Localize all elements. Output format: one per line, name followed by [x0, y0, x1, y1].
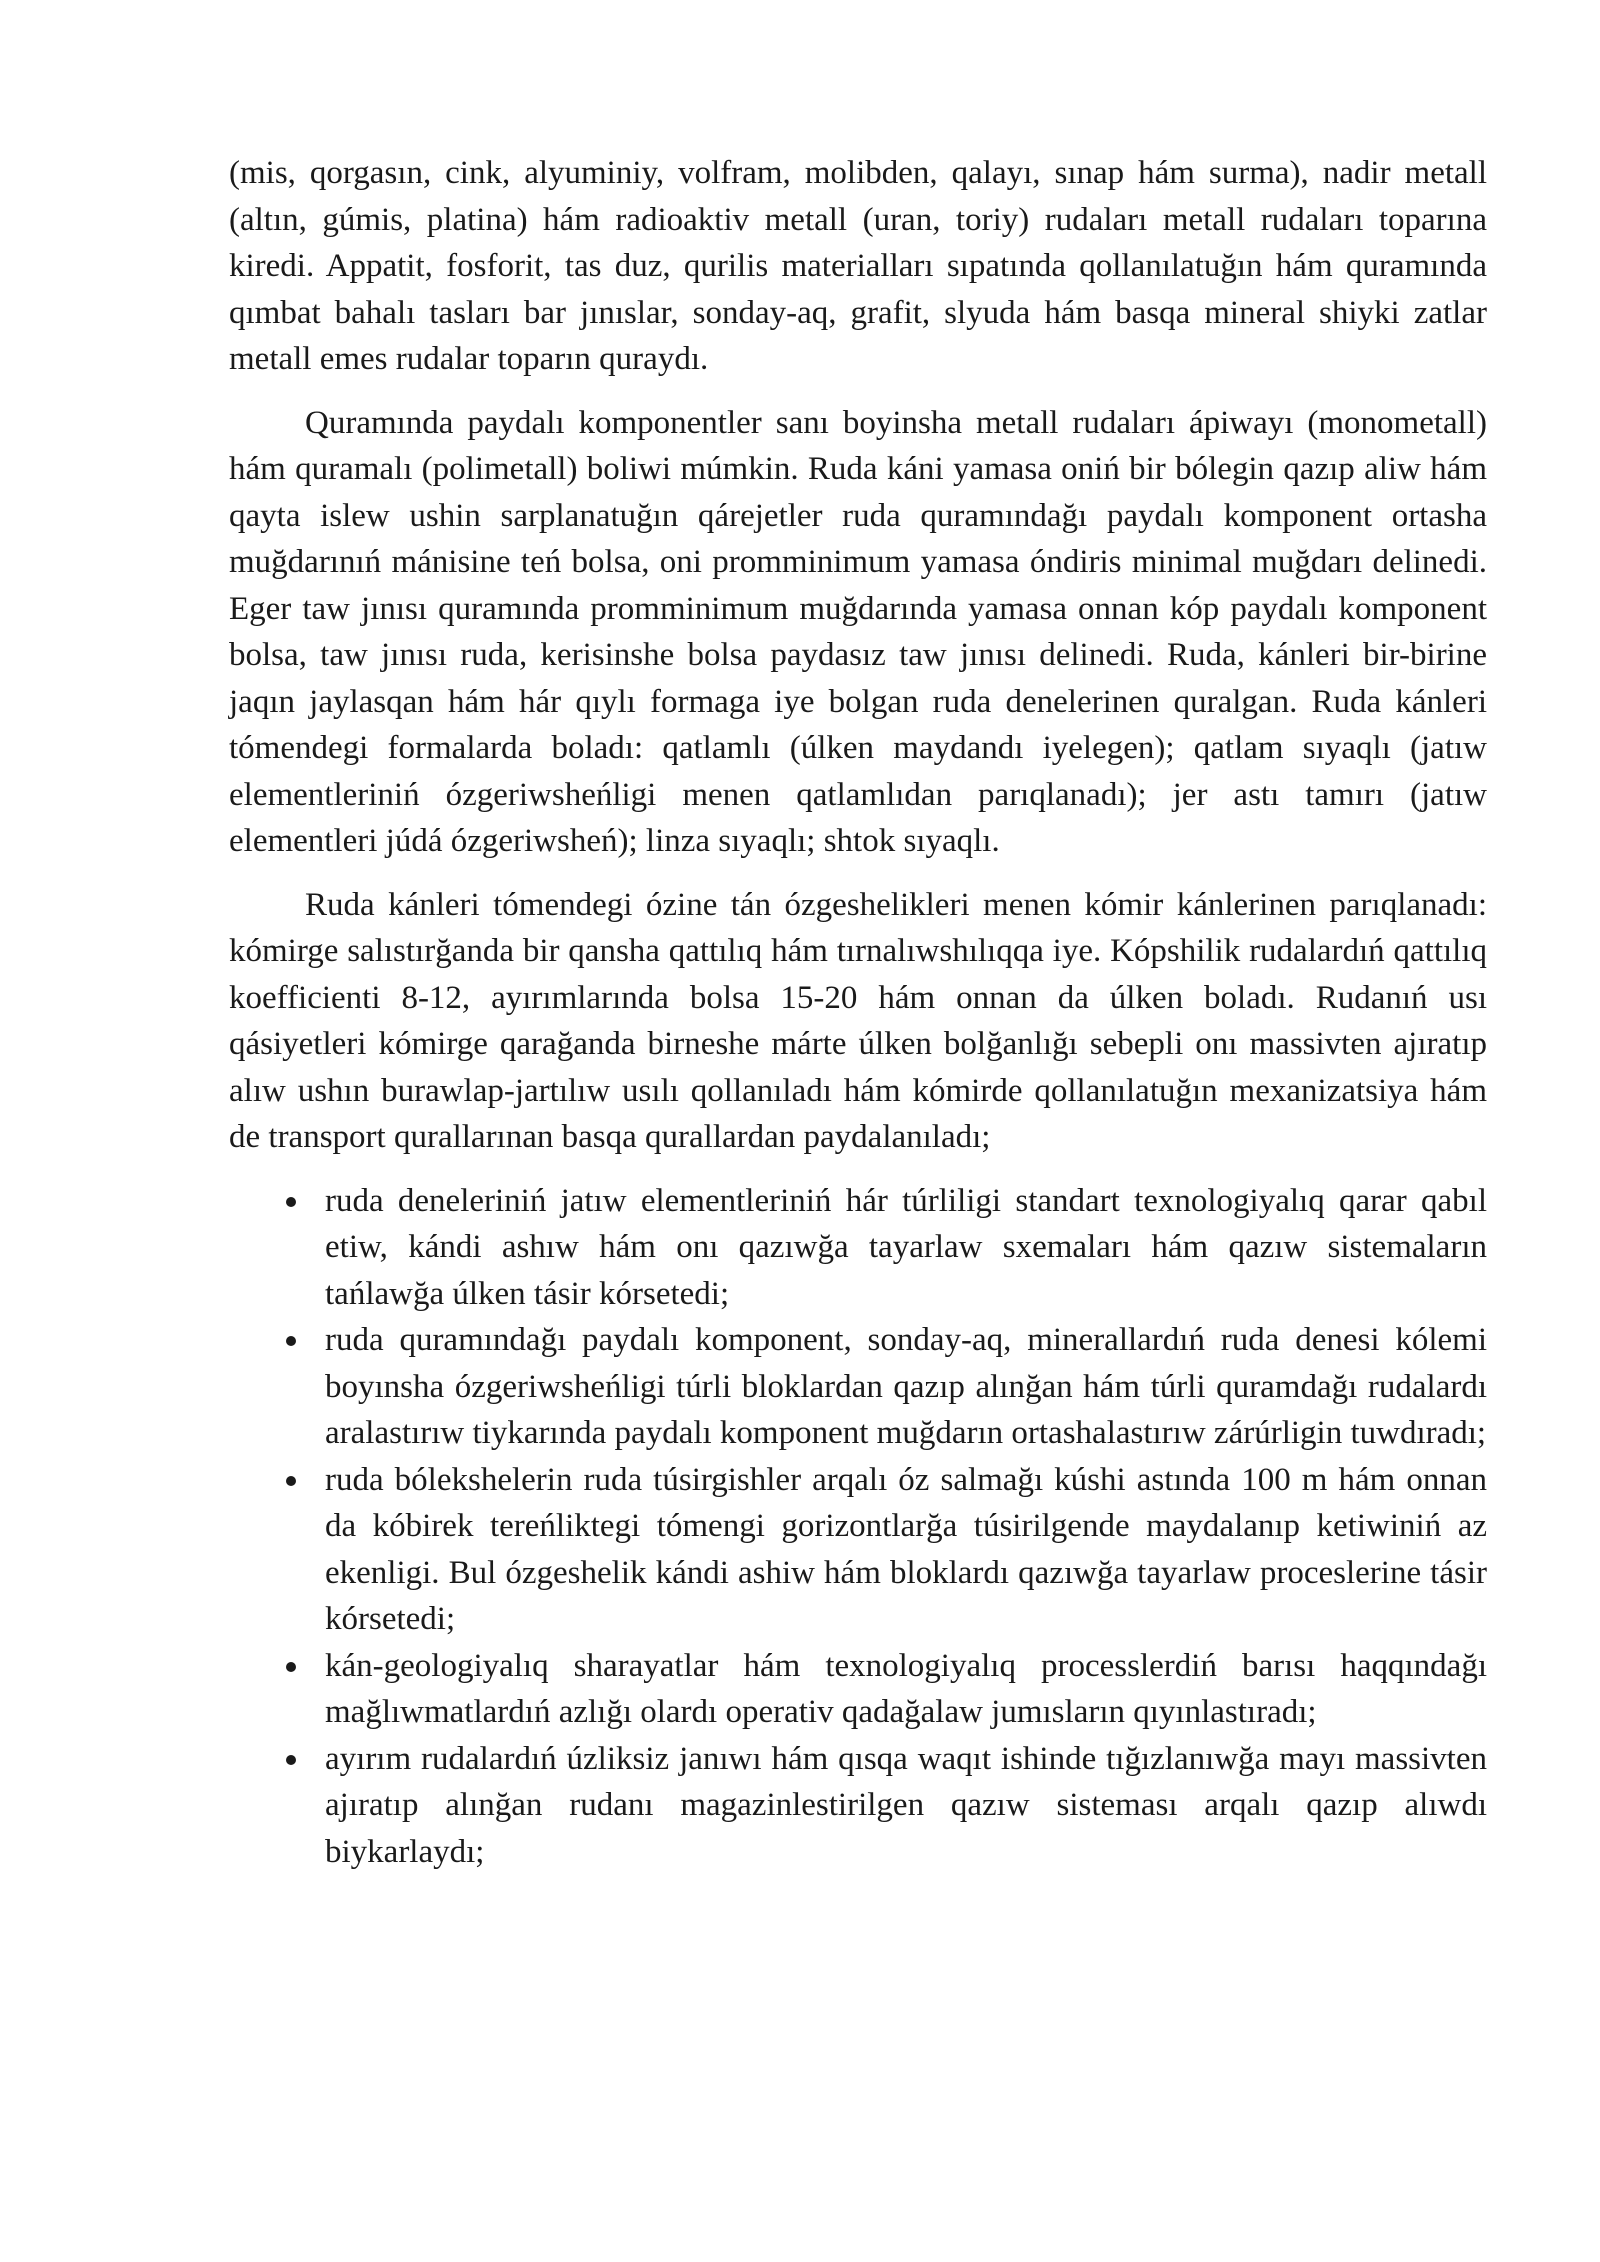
bullet-icon: [286, 1336, 296, 1346]
list-item: [229, 1317, 1487, 1457]
paragraph-ore-deposit-features: Ruda kánleri tómendegi ózine tán ózgeshelikleri menen kómir kánlerinen parıqlanadı: kómirge salıstırğanda bir qansha qattılıq hám tırnalıwshılıqqa iye. Kópshilik rudalardıń qattılıq koefficienti 8-12, ayırımlarında bolsa 15-20 hám onnan da úlken boladı. Rudanıń usı qásiyetleri kómirge qarağanda birneshe márte úlken bolğanlığı sebepli onı massivten ajıratıp alıw ushın burawlap-jartılıw usılı qollanıladı hám kómirde qollanılatuğın mexanizatsiya hám de transport qurallarınan basqa qurallardan paydalanıladı;: [229, 886, 1487, 1155]
features-bullet-list: [229, 1178, 1487, 1876]
page-body: [229, 150, 1487, 1875]
list-item: [229, 1457, 1487, 1643]
list-item-text: ayırım rudalardıń úzliksiz janıwı hám qısqa waqıt ishinde tığızlanıwğa mayı massivten ajıratıp alınğan rudanı magazinlestirilgen qazıw sisteması arqalı qazıp alıwdı biykarlaydı;: [325, 1740, 1487, 1870]
bullet-icon: [286, 1662, 296, 1672]
list-item-text: ruda bólekshelerin ruda túsirgishler arqalı óz salmağı kúshi astında 100 m hám onnan da kóbirek tereńliktegi tómengi gorizontlarğa túsirilgende maydalanıp ketiwiniń az ekenligi. Bul ózgeshelik kándi ashiw hám bloklardı qazıwğa tayarlaw proceslerine tásir kórsetedi;: [325, 1461, 1487, 1637]
list-item-text: ruda deneleriniń jatıw elementleriniń hár túrliligi standart texnologiyalıq qarar qabıl etiw, kándi ashıw hám onı qazıwğa tayarlaw sxemaları hám qazıw sistemaların tańlawğa úlken tásir kórsetedi;: [325, 1182, 1487, 1312]
paragraph-metal-ore-types: Quramında paydalı komponentler sanı boyinsha metall rudaları ápiwayı (monometall) hám quramalı (polimetall) boliwi múmkin. Ruda káni yamasa oniń bir bólegin qazıp aliw hám qayta islew ushin sarplanatuğın qárejetler ruda quramındağı paydalı komponent ortasha muğdarınıń mánisine teń bolsa, oni promminimum yamasa óndiris minimal muğdarı delinedi. Eger taw jınısı quramında promminimum muğdarında yamasa onnan kóp paydalı komponent bolsa, taw jınısı ruda, kerisinshe bolsa paydasız taw jınısı delinedi. Ruda, kánleri bir-birine jaqın jaylasqan hám hár qıylı formaga iye bolgan ruda denelerinen quralgan. Ruda kánleri tómendegi formalarda boladı: qatlamlı (úlken maydandı iyelegen); qatlam sıyaqlı (jatıw elementleriniń ózgeriwsheńligi menen qatlamlıdan parıqlanadı); jer astı tamırı (jatıw elementleri júdá ózgeriwsheń); linza sıyaqlı; shtok sıyaqlı.: [229, 404, 1487, 859]
list-item: [229, 1736, 1487, 1876]
list-item-text: ruda quramındağı paydalı komponent, sonday-aq, minerallardıń ruda denesi kólemi boyınsha ózgeriwsheńligi túrli bloklardan qazıp alınğan hám túrli quramdağı rudalardı aralastırıw tiykarında paydalı komponent muğdarın ortashalastırıw zárúrligin tuwdıradı;: [325, 1322, 1487, 1451]
list-item: [229, 1643, 1487, 1736]
paragraph-ore-groups: (mis, qorgasın, cink, alyuminiy, volfram, molibden, qalayı, sınap hám surma), nadir metall (altın, gúmis, platina) hám radioaktiv metall (uran, toriy) rudaları metall rudaları toparına kiredi. Appatit, fosforit, tas duz, qurilis materialları sıpatında qollanılatuğın hám quramında qımbat bahalı tasları bar jınıslar, sonday-aq, grafit, slyuda hám basqa mineral shiyki zatlar metall emes rudalar toparın quraydı.: [229, 155, 1487, 377]
bullet-icon: [286, 1476, 296, 1486]
bullet-icon: [286, 1197, 296, 1207]
bullet-icon: [286, 1755, 296, 1765]
list-item: [229, 1178, 1487, 1318]
list-item-text: kán-geologiyalıq sharayatlar hám texnologiyalıq processlerdiń barısı haqqındağı mağlıwmatlardıń azlığı olardı operativ qadağalaw jumısların qıyınlastıradı;: [325, 1647, 1487, 1730]
